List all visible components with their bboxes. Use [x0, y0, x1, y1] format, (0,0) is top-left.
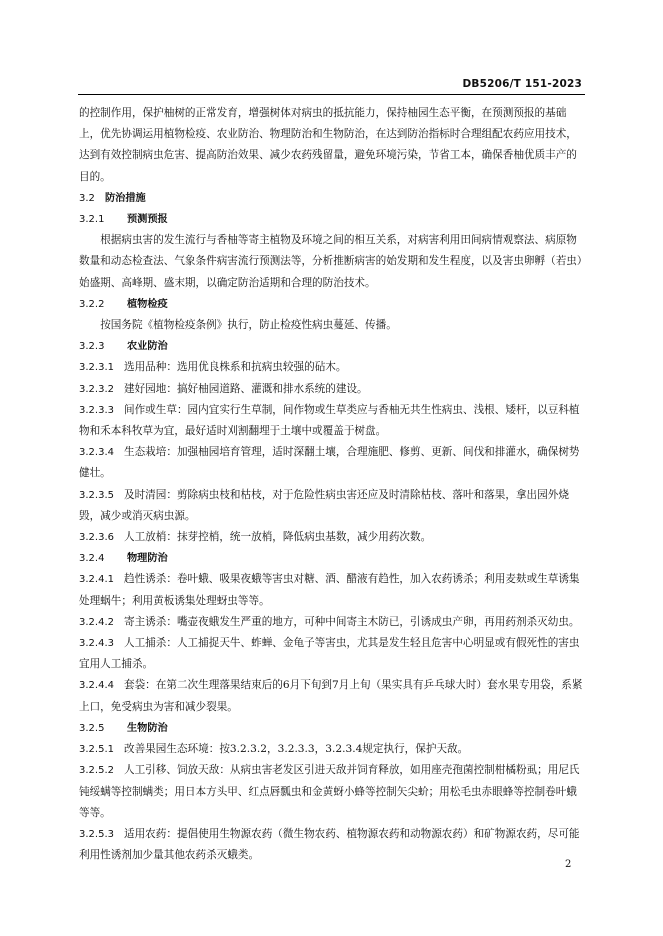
clause-text: 寄主诱杀：嘴壶夜蛾发生严重的地方，可种中间寄主木防已，引诱成虫产卵，再用药剂杀灭幼虫。: [124, 615, 580, 628]
section-heading: [79, 188, 586, 209]
clause-number: 3.2.3.5: [79, 489, 114, 501]
clause-text: 选用品种：选用优良株系和抗病虫较强的砧木。: [124, 361, 347, 374]
clause-number: 3.2.4.1: [79, 574, 114, 586]
clause-item: [79, 527, 586, 548]
document-body: [79, 103, 586, 866]
clause-item: [79, 612, 586, 633]
clause-item: [79, 357, 586, 378]
clause-item: [79, 675, 586, 717]
clause-number: 3.2.4.4: [79, 680, 114, 692]
clause-text: 人工放梢：抹芽控梢，统一放梢，降低病虫基数，减少用药次数。: [124, 531, 432, 544]
clause-text: 人工引移、饲放天敌：从病虫害老发区引进天敌并饲育释放，如用座壳孢菌控制柑橘粉虱；用尼氏钝绥螨等控制螨类；用日本方头甲、红点唇瓢虫和金黄蚜小蜂等控制矢尖蚧；用松毛虫赤眼蜂等控制卷叶蛾等等。: [79, 764, 580, 819]
page-number: 2: [565, 859, 572, 870]
clause-number: 3.2.4: [79, 553, 105, 565]
clause-item: [79, 824, 586, 866]
clause-item: [79, 739, 586, 760]
clause-number: 3.2.5.1: [79, 744, 114, 756]
body-paragraph: 的控制作用，保护柚树的正常发育，增强树体对病虫的抵抗能力，保持柚园生态平衡，在预测预报的基础上，优先协调运用植物检疫、农业防治、物理防治和生物防治，在达到防治指标时合理组配农药应用技术，达到有效控制病虫危害、提高防治效果、减少农药残留量，避免环境污染，节省工本，确保香柚优质丰产的目的。: [79, 107, 577, 183]
clause-item: [79, 569, 586, 611]
clause-text: 人工捕杀：人工捕捉天牛、蚱蝉、金龟子等害虫，尤其是发生轻且危害中心明显或有假死性的害虫宜用人工捕杀。: [79, 637, 580, 671]
heading-title: 预测预报: [127, 214, 168, 226]
clause-number: 3.2.3.3: [79, 404, 114, 416]
clause-text: 间作或生草：园内宜实行生草制，间作物或生草类应与香柚无共生性病虫、浅根、矮杆，以豆科植物和禾本科牧草为宜，最好适时刈割翻埋于土壤中或覆盖于树盘。: [79, 403, 580, 438]
body-paragraph: 根据病虫害的发生流行与香柚等寄主植物及环境之间的相互关系，对病害利用田间病情观察法、病原物数量和动态检查法、气象条件病害流行预测法等，分析推断病害的始发期和发生程度，以及害虫卵孵（若虫）始盛期、高峰期、盛末期，以确定防治适期和合理的防治技术。: [79, 234, 583, 289]
subsection-heading: [79, 718, 586, 739]
subsection-heading: [79, 294, 586, 315]
clause-item: [79, 633, 586, 675]
clause-text: 改善果园生态环境：按3.2.3.2，3.2.3.3，3.2.3.4规定执行，保护天敌。: [124, 743, 469, 756]
document-code-header: DB5206/T 151-2023: [462, 78, 582, 90]
clause-number: 3.2.1: [79, 214, 105, 226]
heading-title: 防治措施: [105, 192, 146, 204]
subsection-heading: [79, 336, 586, 357]
clause-number: 3.2.4.2: [79, 616, 114, 628]
clause-item: [79, 379, 586, 400]
clause-number: 3.2.5: [79, 722, 105, 734]
heading-title: 植物检疫: [127, 298, 168, 310]
clause-number: 3.2.3.4: [79, 447, 114, 459]
clause-number: 3.2.3.1: [79, 362, 114, 374]
clause-item: [79, 400, 586, 442]
clause-number: 3.2.3.6: [79, 532, 114, 544]
clause-text: 及时清园：剪除病虫枝和枯枝，对于危险性病虫害还应及时清除枯枝、落叶和落果，拿出园外烧毁，减少或消灭病虫源。: [79, 488, 569, 522]
subsection-heading: [79, 209, 586, 230]
clause-number: 3.2.3: [79, 341, 105, 353]
clause-number: 3.2: [79, 192, 95, 204]
clause-text: 套袋：在第二次生理落果结束后的6月下旬到7月上旬（果实具有乒乓球大时）套水果专用袋，系紧上口，免受病虫为害和减少裂果。: [79, 679, 583, 713]
clause-text: 适用农药：提倡使用生物源农药（微生物农药、植物源农药和动物源农药）和矿物源农药，尽可能利用性诱剂加少量其他农药杀灭蛾类。: [79, 827, 580, 862]
clause-item: [79, 485, 586, 527]
clause-text: 生态栽培：加强柚园培育管理，适时深翻土壤，合理施肥、修剪、更新、间伐和排灌水，确保树势健壮。: [79, 446, 580, 480]
body-paragraph: 按国务院《植物检疫条例》执行，防止检疫性病虫蔓延、传播。: [100, 319, 397, 332]
clause-number: 3.2.3.2: [79, 383, 114, 395]
heading-title: 农业防治: [127, 341, 168, 353]
clause-number: 3.2.4.3: [79, 638, 114, 650]
clause-number: 3.2.5.2: [79, 765, 114, 777]
clause-item: [79, 442, 586, 484]
clause-text: 建好园地：搞好柚园道路、灌溉和排水系统的建设。: [124, 382, 368, 395]
clause-item: [79, 760, 586, 824]
heading-title: 生物防治: [127, 722, 168, 734]
clause-text: 趋性诱杀：卷叶蛾、吸果夜蛾等害虫对糖、酒、醋液有趋性，加入农药诱杀；利用麦麸或生草诱集处理蜗牛；利用黄板诱集处理蚜虫等等。: [79, 573, 580, 607]
subsection-heading: [79, 548, 586, 569]
clause-number: 3.2.5.3: [79, 828, 114, 840]
header-divider: [78, 94, 585, 95]
clause-number: 3.2.2: [79, 298, 105, 310]
heading-title: 物理防治: [127, 553, 168, 565]
